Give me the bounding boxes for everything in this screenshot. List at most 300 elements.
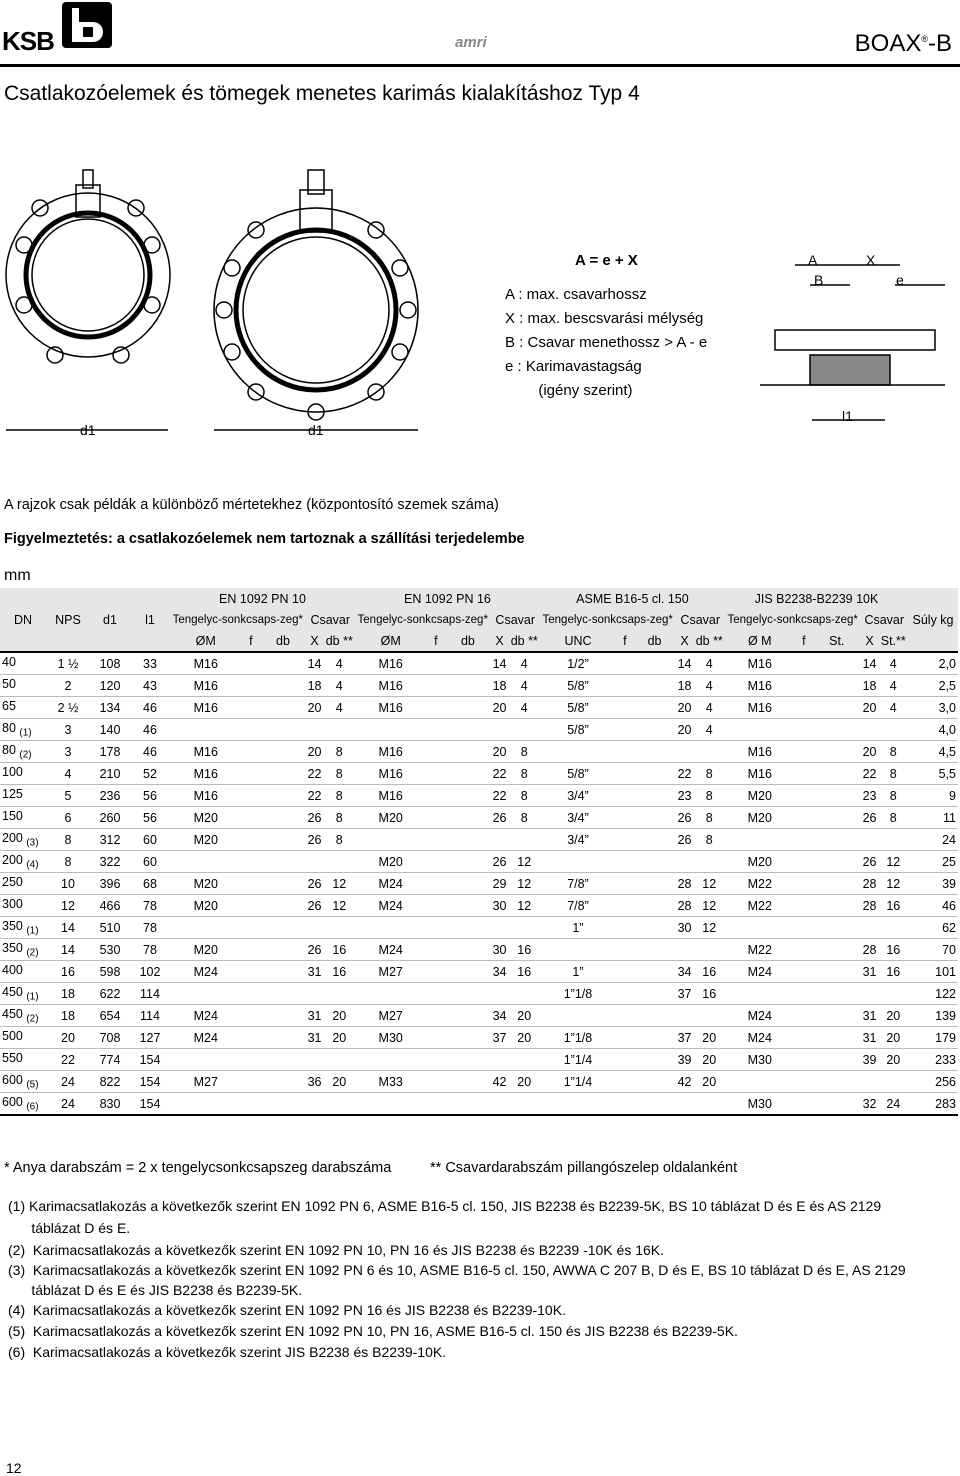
table-cell: 4: [46, 763, 90, 785]
table-cell: M24: [170, 961, 241, 983]
table-cell: 28: [861, 939, 879, 961]
table-cell: 312: [90, 829, 130, 851]
table-cell: 46: [130, 697, 170, 719]
table-cell: [241, 652, 260, 675]
table-cell: [616, 1005, 634, 1027]
table-cell: [795, 1071, 813, 1093]
table-cell: 52: [130, 763, 170, 785]
unit-label: mm: [4, 567, 31, 584]
table-cell: 236: [90, 785, 130, 807]
col-header: Ø M: [725, 630, 795, 652]
table-cell: 134: [90, 697, 130, 719]
table-cell: 708: [90, 1027, 130, 1049]
table-cell: [879, 829, 908, 851]
table-cell: [813, 1093, 860, 1116]
table-cell: [260, 675, 305, 697]
table-cell: [355, 1093, 426, 1116]
header-rule: [0, 64, 960, 67]
table-cell: 20: [879, 1005, 908, 1027]
table-cell: 29: [491, 873, 509, 895]
table-cell: [355, 719, 426, 741]
table-cell: 8: [509, 741, 540, 763]
th-stud-en10: Tengelyc-sonkcsaps-zeg*: [170, 609, 306, 630]
table-cell: 4: [509, 697, 540, 719]
table-cell: [241, 1071, 260, 1093]
table-cell: 16: [509, 939, 540, 961]
table-cell: 20: [491, 697, 509, 719]
table-cell: 2: [46, 675, 90, 697]
table-cell: 20: [694, 1027, 725, 1049]
table-cell: [725, 829, 795, 851]
legend-line-e: e : Karimavastagság: [505, 358, 642, 375]
table-cell: 20: [324, 1027, 355, 1049]
table-cell: 139: [908, 1005, 958, 1027]
table-cell: [634, 961, 676, 983]
table-cell: [634, 763, 676, 785]
table-cell: M30: [725, 1049, 795, 1071]
dim-b-label: B: [814, 272, 824, 288]
cell-dn: 200 $_{(4)}$: [0, 851, 46, 873]
table-cell: 1”1/4: [540, 1049, 616, 1071]
table-cell: [445, 983, 490, 1005]
cell-dn: 450 $_{(2)}$: [0, 1005, 46, 1027]
table-cell: 1”1/8: [540, 1027, 616, 1049]
table-cell: 12: [324, 873, 355, 895]
drawing-note: A rajzok csak példák a különböző mértetekhez (központosító szemek száma): [4, 497, 499, 513]
table-cell: 12: [324, 895, 355, 917]
table-cell: [491, 829, 509, 851]
table-cell: 20: [324, 1071, 355, 1093]
table-cell: M16: [355, 652, 426, 675]
table-cell: M24: [170, 1027, 241, 1049]
th-bolt-en10: Csavar: [306, 609, 355, 630]
table-cell: 530: [90, 939, 130, 961]
table-cell: [260, 895, 305, 917]
table-cell: 3,0: [908, 697, 958, 719]
table-cell: 26: [861, 851, 879, 873]
legend-line-a: A : max. csavarhossz: [505, 286, 647, 303]
table-cell: [813, 1049, 860, 1071]
table-cell: 822: [90, 1071, 130, 1093]
table-cell: 23: [676, 785, 694, 807]
table-cell: 22: [491, 785, 509, 807]
table-cell: 31: [861, 961, 879, 983]
table-cell: M24: [355, 873, 426, 895]
table-row: [0, 1005, 958, 1027]
table-cell: 4: [694, 697, 725, 719]
table-cell: 18: [676, 675, 694, 697]
table-cell: [170, 983, 241, 1005]
table-cell: [616, 983, 634, 1005]
table-cell: 8: [694, 763, 725, 785]
table-cell: 774: [90, 1049, 130, 1071]
table-cell: 24: [908, 829, 958, 851]
warning-note: Figyelmeztetés: a csatlakozóelemek nem tartoznak a szállítási terjedelembe: [4, 531, 525, 547]
table-cell: [445, 1093, 490, 1116]
table-cell: 20: [694, 1071, 725, 1093]
table-cell: 8: [509, 763, 540, 785]
table-cell: 23: [861, 785, 879, 807]
col-header: db: [445, 630, 490, 652]
table-cell: 598: [90, 961, 130, 983]
table-cell: 9: [908, 785, 958, 807]
table-cell: [306, 1049, 324, 1071]
table-cell: 34: [491, 1005, 509, 1027]
table-cell: 20: [509, 1071, 540, 1093]
table-cell: 4: [694, 652, 725, 675]
d1-right-label: d1: [308, 422, 324, 438]
table-cell: [540, 851, 616, 873]
table-cell: [445, 851, 490, 873]
table-cell: [306, 983, 324, 1005]
table-cell: [260, 763, 305, 785]
table-cell: [616, 1049, 634, 1071]
table-cell: [426, 983, 445, 1005]
table-cell: [445, 939, 490, 961]
table-cell: M16: [170, 697, 241, 719]
ksb-logo: KSB: [2, 26, 54, 56]
table-cell: [324, 1093, 355, 1116]
table-cell: [241, 1005, 260, 1027]
table-cell: [694, 851, 725, 873]
table-cell: 14: [306, 652, 324, 675]
table-cell: [170, 1049, 241, 1071]
table-cell: [616, 763, 634, 785]
table-cell: 26: [306, 895, 324, 917]
table-cell: 60: [130, 851, 170, 873]
table-cell: [676, 1093, 694, 1116]
table-cell: [445, 697, 490, 719]
table-cell: 31: [306, 1005, 324, 1027]
table-cell: [260, 719, 305, 741]
table-cell: 33: [130, 652, 170, 675]
table-cell: 16: [694, 983, 725, 1005]
table-cell: 622: [90, 983, 130, 1005]
table-cell: [795, 983, 813, 1005]
table-cell: [426, 851, 445, 873]
col-header: db **: [694, 630, 725, 652]
table-cell: 2,0: [908, 652, 958, 675]
table-cell: 25: [908, 851, 958, 873]
table-cell: 14: [676, 652, 694, 675]
table-cell: [813, 763, 860, 785]
table-cell: [725, 917, 795, 939]
table-cell: 4,5: [908, 741, 958, 763]
th-bolt-asme: Csavar: [676, 609, 725, 630]
th-d1: d1: [90, 588, 130, 652]
table-cell: [634, 983, 676, 1005]
table-cell: [795, 741, 813, 763]
table-cell: 18: [306, 675, 324, 697]
table-cell: [260, 652, 305, 675]
b-logo-icon: [62, 2, 114, 50]
table-cell: [616, 829, 634, 851]
table-cell: [795, 1049, 813, 1071]
table-cell: [795, 961, 813, 983]
table-cell: [241, 939, 260, 961]
table-cell: 20: [676, 697, 694, 719]
table-cell: 6: [46, 807, 90, 829]
table-cell: [426, 1093, 445, 1116]
table-cell: [616, 1027, 634, 1049]
table-cell: [634, 851, 676, 873]
table-cell: [694, 939, 725, 961]
table-cell: 3/4”: [540, 829, 616, 851]
table-cell: [445, 807, 490, 829]
table-cell: [509, 983, 540, 1005]
table-cell: [445, 1027, 490, 1049]
table-cell: M27: [170, 1071, 241, 1093]
table-cell: [861, 719, 879, 741]
table-cell: 22: [306, 785, 324, 807]
table-cell: 20: [861, 697, 879, 719]
table-cell: [426, 652, 445, 675]
table-cell: 127: [130, 1027, 170, 1049]
table-row: [0, 917, 958, 939]
table-cell: [306, 1093, 324, 1116]
table-cell: 34: [491, 961, 509, 983]
table-cell: [426, 1049, 445, 1071]
table-cell: [260, 807, 305, 829]
footnote-double-star: ** Csavardarabszám pillangószelep oldalanként: [430, 1160, 738, 1176]
dim-a-label: A: [808, 252, 818, 268]
table-cell: [260, 983, 305, 1005]
table-cell: 20: [694, 1049, 725, 1071]
table-cell: M16: [170, 652, 241, 675]
table-cell: [813, 652, 860, 675]
table-cell: [260, 1027, 305, 1049]
cell-dn: 250: [0, 873, 46, 895]
table-cell: [861, 983, 879, 1005]
table-cell: M24: [355, 939, 426, 961]
legend-formula: A = e + X: [575, 252, 638, 269]
th-bolt-jis: Csavar: [861, 609, 909, 630]
table-cell: [306, 719, 324, 741]
table-cell: 5/8”: [540, 763, 616, 785]
valve-drawings: [0, 160, 960, 450]
th-group-en16: EN 1092 PN 16: [355, 588, 540, 609]
table-cell: [634, 719, 676, 741]
table-cell: 14: [491, 652, 509, 675]
table-cell: [694, 741, 725, 763]
table-cell: 12: [694, 895, 725, 917]
table-cell: [426, 1005, 445, 1027]
table-cell: [241, 1027, 260, 1049]
table-cell: [813, 807, 860, 829]
table-cell: [795, 1093, 813, 1116]
table-cell: [813, 939, 860, 961]
table-cell: [540, 939, 616, 961]
table-cell: 1/2”: [540, 652, 616, 675]
table-cell: 4: [879, 675, 908, 697]
col-header: ØM: [355, 630, 426, 652]
cell-dn: 125: [0, 785, 46, 807]
table-cell: 283: [908, 1093, 958, 1116]
table-cell: 3: [46, 719, 90, 741]
table-cell: 4: [694, 719, 725, 741]
table-cell: [616, 1071, 634, 1093]
table-cell: 108: [90, 652, 130, 675]
table-cell: 26: [491, 851, 509, 873]
product-name: BOAX®-B: [854, 30, 952, 57]
table-cell: 1”1/8: [540, 983, 616, 1005]
table-cell: [491, 1093, 509, 1116]
table-cell: [445, 829, 490, 851]
table-cell: M20: [355, 851, 426, 873]
table-cell: 20: [491, 741, 509, 763]
table-cell: [445, 873, 490, 895]
table-cell: 8: [879, 763, 908, 785]
table-cell: 210: [90, 763, 130, 785]
table-cell: M20: [170, 939, 241, 961]
table-row: [0, 895, 958, 917]
table-cell: 30: [491, 895, 509, 917]
col-header: ØM: [170, 630, 241, 652]
table-cell: [813, 719, 860, 741]
table-cell: 8: [324, 763, 355, 785]
table-cell: 39: [908, 873, 958, 895]
table-cell: 14: [46, 939, 90, 961]
table-row: [0, 851, 958, 873]
table-cell: [725, 1071, 795, 1093]
table-cell: M16: [725, 697, 795, 719]
table-cell: 830: [90, 1093, 130, 1116]
table-cell: 24: [46, 1071, 90, 1093]
cell-dn: 500: [0, 1027, 46, 1049]
col-header: f: [241, 630, 260, 652]
table-cell: [260, 741, 305, 763]
table-cell: 10: [46, 873, 90, 895]
table-cell: M33: [355, 1071, 426, 1093]
table-row: [0, 697, 958, 719]
table-cell: M24: [725, 1005, 795, 1027]
table-cell: 8: [879, 741, 908, 763]
table-cell: 20: [879, 1049, 908, 1071]
table-cell: 20: [879, 1027, 908, 1049]
table-cell: 466: [90, 895, 130, 917]
table-cell: [260, 829, 305, 851]
table-cell: 4: [879, 697, 908, 719]
table-cell: [634, 697, 676, 719]
table-cell: [355, 1049, 426, 1071]
table-cell: M20: [725, 785, 795, 807]
table-cell: [445, 1005, 490, 1027]
table-cell: [241, 807, 260, 829]
table-cell: [241, 1049, 260, 1071]
table-cell: [616, 741, 634, 763]
table-cell: 654: [90, 1005, 130, 1027]
table-cell: [634, 785, 676, 807]
table-cell: [426, 1071, 445, 1093]
table-cell: [426, 763, 445, 785]
table-cell: M16: [725, 675, 795, 697]
table-cell: [540, 1093, 616, 1116]
table-cell: 120: [90, 675, 130, 697]
table-cell: [426, 829, 445, 851]
table-cell: [634, 873, 676, 895]
cell-dn: 450 $_{(1)}$: [0, 983, 46, 1005]
table-row: [0, 675, 958, 697]
footnote-3b: táblázat D és E és JIS B2238 és B2239-5K.: [8, 1282, 303, 1298]
table-cell: [795, 1027, 813, 1049]
table-cell: [260, 873, 305, 895]
table-cell: [445, 741, 490, 763]
table-cell: [241, 873, 260, 895]
table-cell: 37: [676, 983, 694, 1005]
table-cell: M16: [725, 652, 795, 675]
table-cell: 16: [879, 939, 908, 961]
table-cell: [426, 917, 445, 939]
dimensions-table: [0, 588, 958, 1116]
table-cell: [491, 917, 509, 939]
table-cell: 154: [130, 1071, 170, 1093]
table-cell: 12: [46, 895, 90, 917]
table-cell: [355, 983, 426, 1005]
table-cell: [324, 983, 355, 1005]
table-cell: [676, 939, 694, 961]
table-cell: M16: [170, 675, 241, 697]
footnote-5: (5) Karimacsatlakozás a következők szerint EN 1092 PN 10, PN 16, ASME B16-5 cl. 150 és JIS B2238 és B2239-5K.: [8, 1323, 738, 1339]
table-cell: M27: [355, 1005, 426, 1027]
table-cell: [445, 917, 490, 939]
table-cell: 256: [908, 1071, 958, 1093]
table-cell: [879, 983, 908, 1005]
table-cell: [241, 961, 260, 983]
table-cell: [260, 917, 305, 939]
table-cell: [260, 1049, 305, 1071]
table-cell: [634, 1093, 676, 1116]
table-cell: 43: [130, 675, 170, 697]
cell-dn: 200 $_{(3)}$: [0, 829, 46, 851]
th-stud-en16: Tengelyc-sonkcsaps-zeg*: [355, 609, 491, 630]
page-title: Csatlakozóelemek és tömegek menetes karimás kialakításhoz Typ 4: [4, 82, 640, 105]
table-cell: [634, 675, 676, 697]
table-cell: 4: [879, 652, 908, 675]
col-header: X: [861, 630, 879, 652]
table-cell: 28: [676, 873, 694, 895]
table-cell: 31: [306, 1027, 324, 1049]
table-cell: [509, 917, 540, 939]
table-cell: 22: [491, 763, 509, 785]
table-cell: 22: [306, 763, 324, 785]
cell-dn: 350 $_{(1)}$: [0, 917, 46, 939]
table-cell: [241, 895, 260, 917]
table-cell: 16: [879, 895, 908, 917]
footnote-3: (3) Karimacsatlakozás a következők szerint EN 1092 PN 6 és 10, ASME B16-5 cl. 150, AWWA C 207 B, D és E, BS 10 táblázat D és E, AS 2129: [8, 1262, 906, 1278]
col-header: db **: [324, 630, 355, 652]
table-cell: 179: [908, 1027, 958, 1049]
table-cell: 1 ½: [46, 652, 90, 675]
table-cell: [795, 785, 813, 807]
table-row: [0, 1049, 958, 1071]
table-cell: M24: [355, 895, 426, 917]
cell-dn: 600 $_{(6)}$: [0, 1093, 46, 1116]
table-cell: 22: [861, 763, 879, 785]
table-cell: [861, 829, 879, 851]
table-cell: [491, 719, 509, 741]
table-cell: M24: [725, 1027, 795, 1049]
legend-line-b: B : Csavar menethossz > A - e: [505, 334, 708, 351]
footnote-6: (6) Karimacsatlakozás a következők szerint JIS B2238 és B2239-10K.: [8, 1344, 447, 1360]
table-cell: 18: [46, 1005, 90, 1027]
legend-line-x: X : max. bescsvarási mélység: [505, 310, 704, 327]
th-bolt-en16: Csavar: [491, 609, 540, 630]
table-cell: 26: [676, 829, 694, 851]
table-cell: [861, 917, 879, 939]
table-cell: 101: [908, 961, 958, 983]
cell-dn: 350 $_{(2)}$: [0, 939, 46, 961]
table-cell: [540, 1005, 616, 1027]
